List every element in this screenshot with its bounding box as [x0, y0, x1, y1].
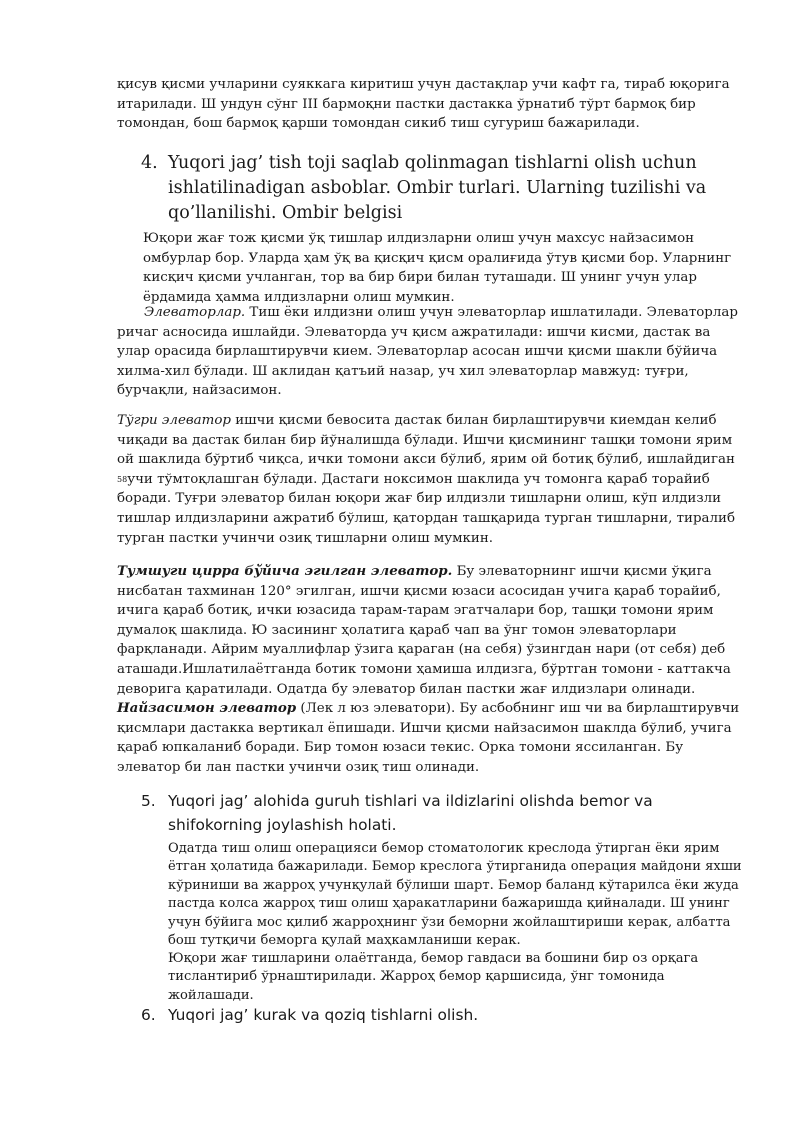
elevators-term: Элеваторлар.	[144, 305, 246, 320]
section-5-paragraph-1: Одатда тиш олиш операцияси бемор стоматологик креслода ўтирган ёки ярим ётган ҳолатида бажарилади. Бемор креслога ўтирганида операция майдони яхши кўриниши ва жарроҳ учунқулай бўлиши шарт. Бемор баланд кўтарилса ёки жуда пастда колса жарроҳ тиш олиш ҳаракатларини бажаришда қийналади. Ш унинг учун бўйига мос қилиб жарроҳнинг ўзи беморни жойлаштириши керак, албатта бош тутқичи беморга қулай маҳкамланиши керак.	[168, 841, 742, 949]
curved-elevator-term: Тумшуги цирра бўйича эгилган элеватор.	[117, 563, 453, 579]
section-6-number: 6.	[141, 1006, 156, 1024]
spear-elevator-term: Найзасимон элеватор	[117, 700, 297, 717]
section-4-number: 4.	[141, 153, 158, 173]
section-4-title: Yuqori jag’ tish toji saqlab qolinmagan tishlarni olish uchun ishlatilinadigan asboblar. Ombir turlari. Ularning tuzilishi va qo’llanilishi. Ombir belgisi	[168, 153, 707, 223]
section-4-paragraph-4: Тумшуги цирра бўйича эгилган элеватор. Бу элеваторнинг ишчи қисми ўқига нисбатан тахминан 120° эгилган, ишчи қисми юзаси асосидан учига қараб торайиб, ичига қараб ботиқ, ички юзасида тарам-тарам эгатчалари бор, ташқи томони ярим думалоқ шаклида. Ю засининг ҳолатига қараб чап ва ўнг томон элеваторлари фарқланади. Айрим муаллифлар ўзига қараган (на себя) ўзингдан нари (от себя) деб аташади.Ишлатилаётганда ботик томони ҳамиша илдизга, бўртган томони - каттакча деворига қаратилади. Одатда бу элеватор билан пастки жағ илдизлари олинади. Найзасимон элеватор (Лек л юз элеватори). Бу асбобнинг иш чи ва бирлаштирувчи қисмлари дастакка вертикал ёпишади. Ишчи қисми найзасимон шаклда бўлиб, учига қараб юпкаланиб боради. Бир томон юзаси текис. Орка томони яссиланган. Бу элеватор би лан пастки учинчи озиқ тиш олинади.	[117, 563, 740, 775]
section-6-heading	[141, 1003, 761, 1027]
straight-elevator-term: Тўгри элеватор	[117, 413, 231, 428]
section-4-heading	[141, 151, 761, 226]
section-5-title: Yuqori jag’ alohida guruh tishlari va ildizlarini olishda bemor va shifokorning joylashish holati.	[168, 792, 653, 834]
section-4-paragraph-2: Элеваторлар. Тиш ёки илдизни олиш учун элеваторлар ишлатилади. Элеваторлар ричаг асносида ишлайди. Элеваторда уч қисм ажратилади: ишчи кисми, дастак ва улар орасида бирлаштирувчи кием. Элеваторлар асосан ишчи қисми шакли бўйича хилма-хил бўлади. Ш аклидан қатъий назар, уч хил элеваторлар мавжуд: туғри, бурчақли, найзасимон.	[117, 305, 738, 399]
section-4-paragraph-3: Тўгри элеватор ишчи қисми бевосита дастак билан бирлаштирувчи киемдан келиб чиқади ва дастак билан бир йўналишда бўлади. Ишчи қисмининг ташқи томони ярим ой шаклида бўртиб чиқса, ички томони акси бўлиб, ярим ой ботиқ бўлиб, ишлайдиган 58учи тўмтоқлашган бўлади. Дастаги ноксимон шаклида уч томонга қараб торайиб боради. Туғри элеватор билан юқори жағ бир илдизли тишларни олиш, кўп илдизли тишлар илдизларини ажратиб бўлиш, қатордан ташқарида турган тишларни, тиралиб турган пастки учинчи озиқ тишларни олиш мумкин.	[117, 413, 736, 546]
intro-paragraph: қисув қисми учларини суяккага киритиш учун дастақлар учи кафт га, тираб юқорига итарилади. Ш ундун сўнг III бармоқни пастки дастакка ўрнатиб тўрт бармоқ бир томондан, бош бармоқ қарши томондан сикиб тиш сугуриш бажарилади.	[117, 77, 730, 132]
section-5-heading	[141, 789, 761, 837]
section-5-paragraph-2: Юқори жағ тишларини олаётганда, бемор гавдаси ва бошини бир оз орқага тислантириб ўрнаштирилади. Жарроҳ бемор қаршисида, ўнг томонида жойлашади.	[168, 951, 699, 1003]
section-6-title: Yuqori jag’ kurak va qoziq tishlarni olish.	[168, 1006, 479, 1024]
section-4-paragraph-1: Юқори жағ тож қисми ўқ тишлар илдизларни олиш учун махсус найзасимон омбурлар бор. Уларда ҳам ўқ ва қисқич қисм оралиғида ўтув қисми бор. Уларнинг кисқич қисми учланган, тор ва бир бири билан туташади. Ш унинг учун улар ёрдамида ҳамма илдизларни олиш мумкин.	[143, 231, 732, 305]
section-5-number: 5.	[141, 792, 156, 810]
page-marker: 58	[117, 474, 128, 484]
